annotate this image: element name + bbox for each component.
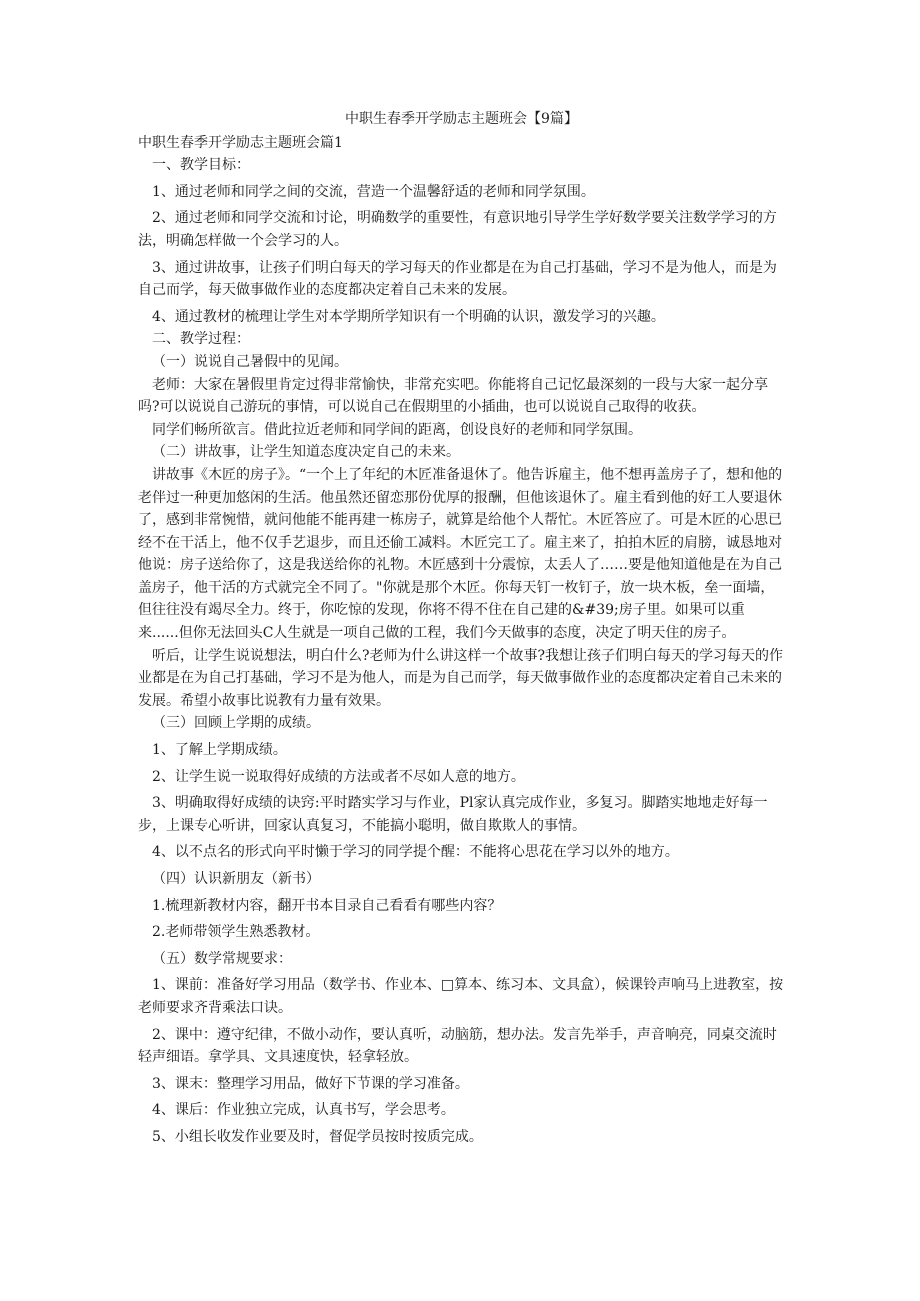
paragraph: 1、课前：准备好学习用品（数学书、作业本、□算本、练习本、文具盒），候课铃声响马上进教室，按老师要求齐背乘法口诀。: [138, 977, 784, 1016]
paragraph: （五）数学常规要求：: [152, 950, 292, 967]
paragraph: 同学们畅所欲言。借此拉近老师和同学间的距离，创设良好的老师和同学氛围。: [152, 421, 642, 438]
paragraph: 4、以不点名的形式向平时懒于学习的同学提个醒：不能将心思花在学习以外的地方。: [152, 844, 679, 861]
paragraph: 1、了解上学期成绩。: [152, 742, 287, 759]
paragraph: 2.老师带领学生熟悉教材。: [152, 924, 320, 941]
paragraph: （一）说说自己暑假中的见闻。: [152, 353, 348, 370]
paragraph: 讲故事《木匠的房子》。“一个上了年纪的木匠准备退休了。他告诉雇主，他不想再盖房子了，想和他的老伴过一种更加悠闲的生活。他虽然还留恋那份优厚的报酬，但他该退休了。雇主看到他的好工人要退休了，感到非常惋惜，就问他能不能再建一栋房子，就算是给他个人帮忙。木匠答应了。可是木匠的心思已经不在干活上，他不仅手艺退步，而且还偷工减料。木匠完工了。雇主来了，拍拍木匠的肩膀，诚恳地对他说：房子送给你了，这是我送给你的礼物。木匠感到十分震惊，太丢人了……要是他知道他是在为自己盖房子，他干活的方式就完全不同了。"你就是那个木匠。你每天钉一枚钉子，放一块木板，垒一面墙，但往往没有竭尽全力。终于，你吃惊的发现，你将不得不住在自己建的&#39;房子里。如果可以重来......但你无法回头C人生就是一项自己做的工程，我们今天做事的态度，决定了明天住的房子。: [138, 466, 783, 642]
section-heading: 中职生春季开学励志主题班会篇1: [138, 134, 343, 151]
paragraph: （三）回顾上学期的成绩。: [152, 715, 320, 732]
paragraph: 老师：大家在暑假里肯定过得非常愉快，非常充实吧。你能将自己记忆最深刻的一段与大家一起分享吗?可以说说自己游玩的事情，可以说自己在假期里的小插曲，也可以说说自己取得的收获。: [138, 376, 768, 416]
paragraph: （四）认识新朋友（新书）: [152, 871, 320, 887]
paragraph: 听后，让学生说说想法，明白什么?老师为什么讲这样一个故事?我想让孩子们明白每天的学习每天的作业都是在为自己打基础，学习不是为他人，而是为自己而学，每天做事做作业的态度都决定着自己未来的发展。希望小故事比说教有力量有效果。: [138, 647, 784, 709]
paragraph: 3、课末：整理学习用品，做好下节课的学习准备。: [152, 1075, 469, 1092]
paragraph: （二）讲故事，让学生知道态度决定自己的未来。: [152, 444, 460, 461]
paragraph: 5、小组长收发作业要及时，督促学员按时按质完成。: [152, 1128, 483, 1145]
paragraph: 3、通过讲故事，让孩子们明白每天的学习每天的作业都是在为自己打基础，学习不是为他人，而是为自己而学，每天做事做作业的态度都决定着自己未来的发展。: [138, 259, 777, 299]
paragraph: 2、让学生说一说取得好成绩的方法或者不尽如人意的地方。: [152, 768, 525, 785]
paragraph: 3、明确取得好成绩的诀窍:平时踏实学习与作业，Pl家认真完成作业，多复习。脚踏实地地走好每一步，上课专心听讲，回家认真复习，不能搞小聪明，做自欺欺人的事情。: [138, 795, 768, 834]
paragraph: 2、课中：遵守纪律，不做小动作，要认真听，动脑筋，想办法。发言先举手，声音响亮，同桌交流时轻声细语。拿学具、文具速度快，轻拿轻放。: [138, 1026, 777, 1066]
paragraph: 1.梳理新教材内容，翻开书本目录自己看看有哪些内容？: [152, 897, 502, 914]
document-title: 中职生春季开学励志主题班会【9篇】: [345, 111, 578, 127]
paragraph: 1、通过老师和同学之间的交流，营造一个温馨舒适的老师和同学氛围。: [152, 183, 595, 200]
paragraph: 4、通过教材的梳理让学生对本学期所学知识有一个明确的认识，激发学习的兴趣。: [152, 308, 665, 325]
paragraph: 2、通过老师和同学交流和讨论，明确数学的重要性，有意识地引导学生学好数学要关注数学学习的方法，明确怎样做一个会学习的人。: [138, 210, 777, 249]
document-page: [138, 108, 785, 1149]
paragraph: 二、教学过程：: [152, 331, 250, 348]
paragraph: 一、教学目标：: [152, 157, 250, 174]
paragraph: 4、课后：作业独立完成，认真书写，学会思考。: [152, 1102, 455, 1119]
